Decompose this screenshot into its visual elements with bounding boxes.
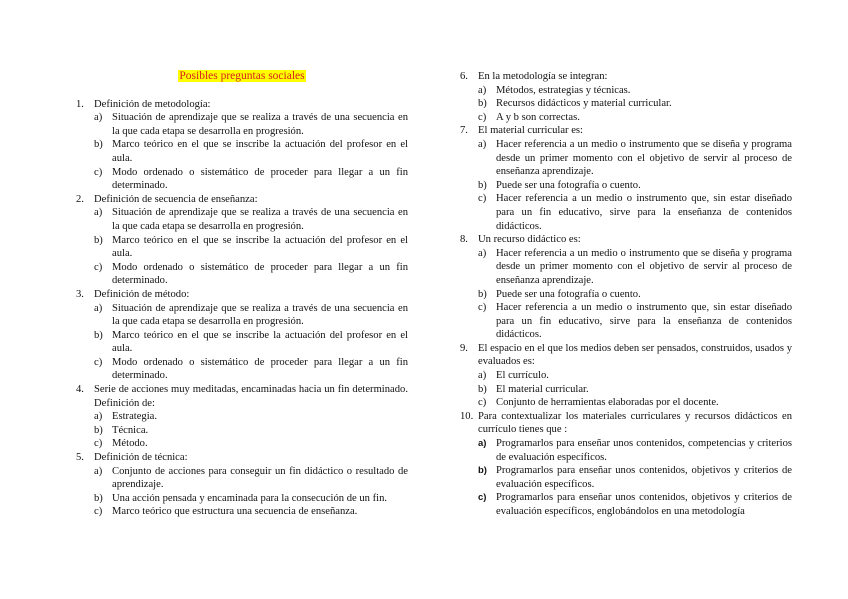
option-letter: b) <box>94 492 103 504</box>
question-text: Serie de acciones muy meditadas, encaminadas hacia un fin determinado. Definición de: <box>94 384 408 409</box>
question-list-left <box>76 98 408 519</box>
option-letter: b) <box>478 98 487 110</box>
option-letter: c) <box>94 506 103 518</box>
answer-option <box>478 396 792 410</box>
option-text: Marco teórico en el que se inscribe la actuación del profesor en el aula. <box>112 234 408 260</box>
option-letter: c) <box>478 397 487 409</box>
answer-option <box>478 247 792 288</box>
option-letter: b) <box>478 465 487 477</box>
answer-option <box>478 288 792 302</box>
option-text: Programarlos para enseñar unos contenidos, objetivos y criterios de evaluación específicos. <box>496 465 792 490</box>
left-column <box>76 70 408 519</box>
question-item <box>460 70 792 124</box>
option-letter: b) <box>478 179 487 191</box>
option-text: Hacer referencia a un medio o instrumento que se diseña y programa desde un primer momento con el objetivo de servir al proceso de enseñanza aprendizaje. <box>496 247 792 286</box>
question-number: 5. <box>76 452 84 464</box>
question-row <box>76 288 408 302</box>
answer-option <box>478 179 792 193</box>
answer-option <box>94 492 408 506</box>
option-text: Hacer referencia a un medio o instrumento que, sin estar diseñado para un fin educativo, sirve para la enseñanza de contenidos didácticos. <box>496 302 792 341</box>
option-text: Puede ser una fotografía o cuento. <box>496 288 641 300</box>
option-text: Situación de aprendizaje que se realiza a través de una secuencia en la que cada etapa se desarrolla en progresión. <box>112 207 408 232</box>
option-text: Modo ordenado o sistemático de proceder para llegar a un fin determinado. <box>112 166 408 192</box>
question-item <box>76 98 408 193</box>
option-letter: a) <box>94 207 103 219</box>
option-text: A y b son correctas. <box>496 111 580 123</box>
option-text: Marco teórico en el que se inscribe la actuación del profesor en el aula. <box>112 139 408 164</box>
question-number: 7. <box>460 125 468 137</box>
question-number: 2. <box>76 193 84 205</box>
answer-option <box>94 505 408 519</box>
option-text: Programarlos para enseñar unos contenidos, objetivos y criterios de evaluación específicos, englobándolos en una metodología <box>496 492 792 517</box>
question-text: En la metodología se integran: <box>478 71 608 82</box>
answer-option <box>478 97 792 111</box>
option-text: Métodos, estrategias y técnicas. <box>496 84 631 96</box>
answer-option <box>94 138 408 165</box>
option-letter: c) <box>478 111 487 123</box>
option-letter: c) <box>94 356 103 368</box>
answer-option <box>94 356 408 383</box>
question-item <box>76 288 408 383</box>
answer-option <box>94 111 408 138</box>
answer-option <box>94 465 408 492</box>
option-letter: b) <box>94 139 103 151</box>
answer-option <box>478 464 792 491</box>
question-item <box>76 451 408 519</box>
question-text: El espacio en el que los medios deben ser pensados, construidos, usados y evaluados es: <box>478 342 792 368</box>
option-letter: c) <box>478 302 487 314</box>
option-letter: a) <box>478 438 487 450</box>
option-letter: a) <box>478 138 487 150</box>
option-letter: b) <box>94 234 103 246</box>
option-text: Método. <box>112 438 148 450</box>
option-text: El material curricular. <box>496 383 589 395</box>
answer-option <box>94 234 408 261</box>
option-letter: a) <box>94 411 103 423</box>
question-text: Definición de metodología: <box>94 98 211 110</box>
answer-option <box>94 437 408 451</box>
option-text: Conjunto de herramientas elaboradas por el docente. <box>496 397 719 409</box>
question-row <box>460 70 792 84</box>
question-item <box>460 410 792 519</box>
question-item <box>76 383 408 451</box>
question-text: Definición de técnica: <box>94 452 188 464</box>
option-letter: b) <box>94 329 103 341</box>
option-text: Una acción pensada y encaminada para la consecución de un fin. <box>112 492 388 504</box>
answer-option <box>478 301 792 342</box>
answer-option <box>94 206 408 233</box>
question-item <box>460 124 792 233</box>
question-row <box>76 383 408 410</box>
option-text: Modo ordenado o sistemático de proceder para llegar a un fin determinado. <box>112 356 408 382</box>
question-row <box>76 98 408 112</box>
question-text: El material curricular es: <box>478 125 584 137</box>
option-text: Marco teórico que estructura una secuencia de enseñanza. <box>112 506 358 518</box>
option-text: Hacer referencia a un medio o instrumento que, sin estar diseñado para un fin educativo, sirve para la enseñanza de contenidos didácticos. <box>496 193 792 232</box>
option-text: El currículo. <box>496 370 549 382</box>
question-number: 8. <box>460 234 468 246</box>
question-row <box>76 193 408 207</box>
right-column <box>460 70 792 519</box>
option-text: Técnica. <box>112 424 149 436</box>
option-letter: c) <box>478 492 487 504</box>
option-text: Recursos didácticos y material curricular. <box>496 98 672 110</box>
question-row <box>76 451 408 465</box>
question-number: 1. <box>76 98 84 110</box>
option-text: Modo ordenado o sistemático de proceder para llegar a un fin determinado. <box>112 261 408 287</box>
answer-option <box>478 192 792 233</box>
answer-option <box>94 166 408 193</box>
option-letter: b) <box>94 424 103 436</box>
question-number: 6. <box>460 71 468 82</box>
option-text: Conjunto de acciones para conseguir un fin didáctico o resultado de aprendizaje. <box>112 465 408 491</box>
option-letter: a) <box>478 247 487 259</box>
option-text: Situación de aprendizaje que se realiza a través de una secuencia en la que cada etapa se desarrolla en progresión. <box>112 112 408 137</box>
question-number: 3. <box>76 288 84 300</box>
answer-option <box>478 369 792 383</box>
option-letter: b) <box>478 383 487 395</box>
option-letter: a) <box>478 84 487 96</box>
question-number: 10. <box>460 410 474 422</box>
option-letter: a) <box>94 465 103 477</box>
option-text: Estrategia. <box>112 411 158 423</box>
answer-option <box>478 138 792 179</box>
question-row <box>460 124 792 138</box>
option-letter: c) <box>94 438 103 450</box>
option-letter: c) <box>94 166 103 178</box>
question-item <box>76 193 408 288</box>
option-letter: c) <box>478 193 487 205</box>
answer-option <box>94 329 408 356</box>
option-text: Programarlos para enseñar unos contenidos, competencias y criterios de evaluación específicos. <box>496 438 792 463</box>
option-letter: a) <box>94 112 103 124</box>
question-text: Definición de método: <box>94 288 190 300</box>
answer-option <box>94 424 408 438</box>
question-row <box>460 342 792 369</box>
option-text: Hacer referencia a un medio o instrumento que se diseña y programa desde un primer momento con el objetivo de servir al proceso de enseñanza aprendizaje. <box>496 138 792 178</box>
option-text: Marco teórico en el que se inscribe la actuación del profesor en el aula. <box>112 329 408 355</box>
question-item <box>460 233 792 342</box>
option-text: Puede ser una fotografía o cuento. <box>496 179 641 191</box>
answer-option <box>478 84 792 98</box>
question-row <box>460 410 792 437</box>
answer-option <box>94 302 408 329</box>
question-number: 9. <box>460 342 468 354</box>
answer-option <box>478 383 792 397</box>
option-letter: c) <box>94 261 103 273</box>
option-letter: b) <box>478 288 487 300</box>
option-letter: a) <box>94 302 103 314</box>
question-text: Definición de secuencia de enseñanza: <box>94 193 258 205</box>
question-number: 4. <box>76 384 84 396</box>
question-text: Para contextualizar los materiales curriculares y recursos didácticos en currículo tienes que : <box>478 410 792 436</box>
question-list-right <box>460 70 792 519</box>
question-row <box>460 233 792 247</box>
answer-option <box>478 437 792 464</box>
answer-option <box>94 410 408 424</box>
page-title: Posibles preguntas sociales <box>179 70 305 82</box>
answer-option <box>94 261 408 288</box>
option-text: Situación de aprendizaje que se realiza a través de una secuencia en la que cada etapa se desarrolla en progresión. <box>112 302 408 328</box>
answer-option <box>478 491 792 518</box>
option-letter: a) <box>478 370 487 382</box>
question-item <box>460 342 792 410</box>
question-text: Un recurso didáctico es: <box>478 234 581 246</box>
answer-option <box>478 111 792 125</box>
